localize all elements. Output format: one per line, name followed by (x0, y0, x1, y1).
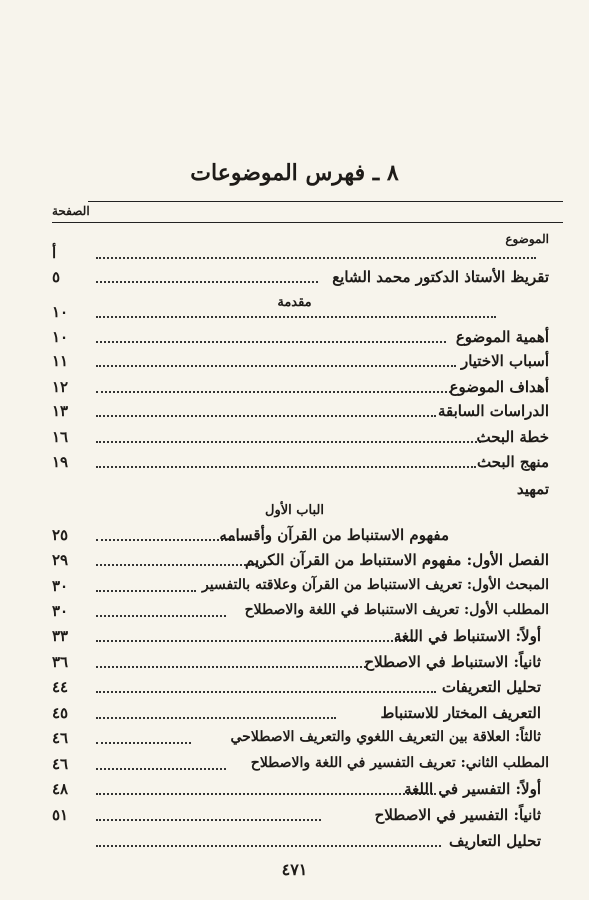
toc-row (52, 678, 549, 700)
leader-dots (96, 341, 446, 343)
toc-entry-label: تحليل التعريفات (441, 678, 541, 696)
toc-entry-label: المطلب الثاني: تعريف التفسير في اللغة والاصطلاح (250, 755, 549, 771)
toc-row (52, 352, 549, 374)
toc-entry-label: أهداف الموضوع (449, 378, 549, 396)
leader-dots (96, 666, 366, 668)
toc-page-number: ٤٤ (52, 678, 69, 696)
toc-row (52, 378, 549, 400)
toc-entry-label: الفصل الأول: مفهوم الاستنباط من القرآن الكريم (244, 551, 549, 569)
toc-entry-label: أولاً: الاستنباط في اللغة (393, 627, 541, 645)
page-title: ٨ ـ فهرس الموضوعات (190, 160, 399, 186)
toc-page-number: ٥١ (52, 806, 69, 824)
leader-dots (96, 793, 436, 795)
toc-page-number: ٤٨ (52, 780, 69, 798)
toc-page-number: ٣٦ (52, 653, 69, 671)
leader-dots (96, 391, 451, 393)
leader-dots (96, 819, 321, 821)
toc-entry-label: تحليل التعاريف (449, 832, 541, 850)
toc-page-number: أ (52, 244, 57, 262)
toc-page-number: ١٠ (52, 303, 69, 321)
toc-row (52, 480, 549, 502)
toc-page-number: ١٩ (52, 453, 69, 471)
toc-row (52, 428, 549, 450)
section-heading: مقدمة (277, 295, 312, 310)
leader-dots (96, 691, 436, 693)
leader-dots (96, 564, 266, 566)
leader-dots (96, 316, 496, 318)
toc-row (52, 704, 549, 726)
leader-dots (96, 768, 226, 770)
toc-entry-label: ثانياً: التفسير في الاصطلاح (374, 806, 541, 824)
toc-row (52, 653, 549, 675)
toc-page-number: ٣٠ (52, 577, 69, 595)
leader-dots (96, 257, 536, 259)
toc-page-number: ٢٥ (52, 526, 69, 544)
toc-page-number: ٣٠ (52, 602, 69, 620)
header-divider-top (88, 201, 563, 202)
leader-dots (96, 590, 196, 592)
toc-page-number: ١٢ (52, 378, 69, 396)
toc-page-number: ٤٦ (52, 755, 69, 773)
toc-row (52, 627, 549, 649)
leader-dots (96, 415, 436, 417)
toc-row (52, 453, 549, 475)
toc-entry-label: خطة البحث (476, 428, 549, 446)
toc-row (52, 551, 549, 573)
toc-row (52, 806, 549, 828)
toc-row (52, 303, 549, 325)
leader-dots (96, 466, 476, 468)
toc-entry-label: المبحث الأول: تعريف الاستنباط من القرآن وعلاقته بالتفسير (202, 577, 549, 593)
toc-page-number: ٤٥ (52, 704, 69, 722)
toc-row (52, 328, 549, 350)
toc-entry-label: تقريظ الأستاذ الدكتور محمد الشايع (332, 268, 549, 286)
toc-entry-label: المطلب الأول: تعريف الاستنباط في اللغة والاصطلاح (244, 602, 549, 618)
toc-row (52, 526, 549, 548)
leader-dots (96, 717, 336, 719)
toc-page-number: ٣٣ (52, 627, 69, 645)
header-divider-bottom (52, 222, 563, 223)
toc-row (52, 602, 549, 624)
toc-row (52, 244, 549, 266)
toc-entry-label: ثالثاً: العلاقة بين التعريف اللغوي والتعريف الاصطلاحي (230, 729, 541, 745)
leader-dots (96, 845, 441, 847)
toc-row (52, 780, 549, 802)
leader-dots (96, 441, 481, 443)
leader-dots (96, 640, 416, 642)
toc-entry-label: تمهيد (516, 480, 549, 498)
page-column-header: الصفحة (52, 204, 90, 218)
toc-row (52, 268, 549, 290)
toc-entry-label: أهمية الموضوع (455, 328, 549, 346)
topic-column-header: الموضوع (505, 232, 549, 246)
toc-entry-label: منهج البحث (476, 453, 549, 471)
toc-row (52, 729, 549, 751)
toc-page-number: ١١ (52, 352, 69, 370)
leader-dots (96, 742, 191, 744)
leader-dots (96, 615, 226, 617)
toc-entry-label: الدراسات السابقة (438, 402, 549, 420)
toc-row (52, 832, 549, 854)
toc-row (52, 402, 549, 424)
leader-dots (96, 281, 318, 283)
toc-entry-label: أسباب الاختيار (460, 352, 549, 370)
toc-page-number: ٤٦ (52, 729, 69, 747)
toc-row (52, 577, 549, 599)
part-heading: الباب الأول (265, 503, 324, 518)
toc-entry-label: ثانياً: الاستنباط في الاصطلاح (364, 653, 541, 671)
toc-entry-label: أولاً: التفسير في اللغة (404, 780, 541, 798)
page-number: ٤٧١ (281, 860, 308, 879)
toc-page-number: ٢٩ (52, 551, 69, 569)
toc-entry-label: مفهوم الاستنباط من القرآن وأقسامه (219, 526, 449, 544)
leader-dots (96, 365, 456, 367)
toc-page-number: ١٦ (52, 428, 69, 446)
toc-row (52, 755, 549, 777)
toc-page-number: ٥ (52, 268, 61, 286)
toc-page-number: ١٣ (52, 402, 69, 420)
toc-entry-label: التعريف المختار للاستنباط (380, 704, 541, 722)
toc-page-number: ١٠ (52, 328, 69, 346)
